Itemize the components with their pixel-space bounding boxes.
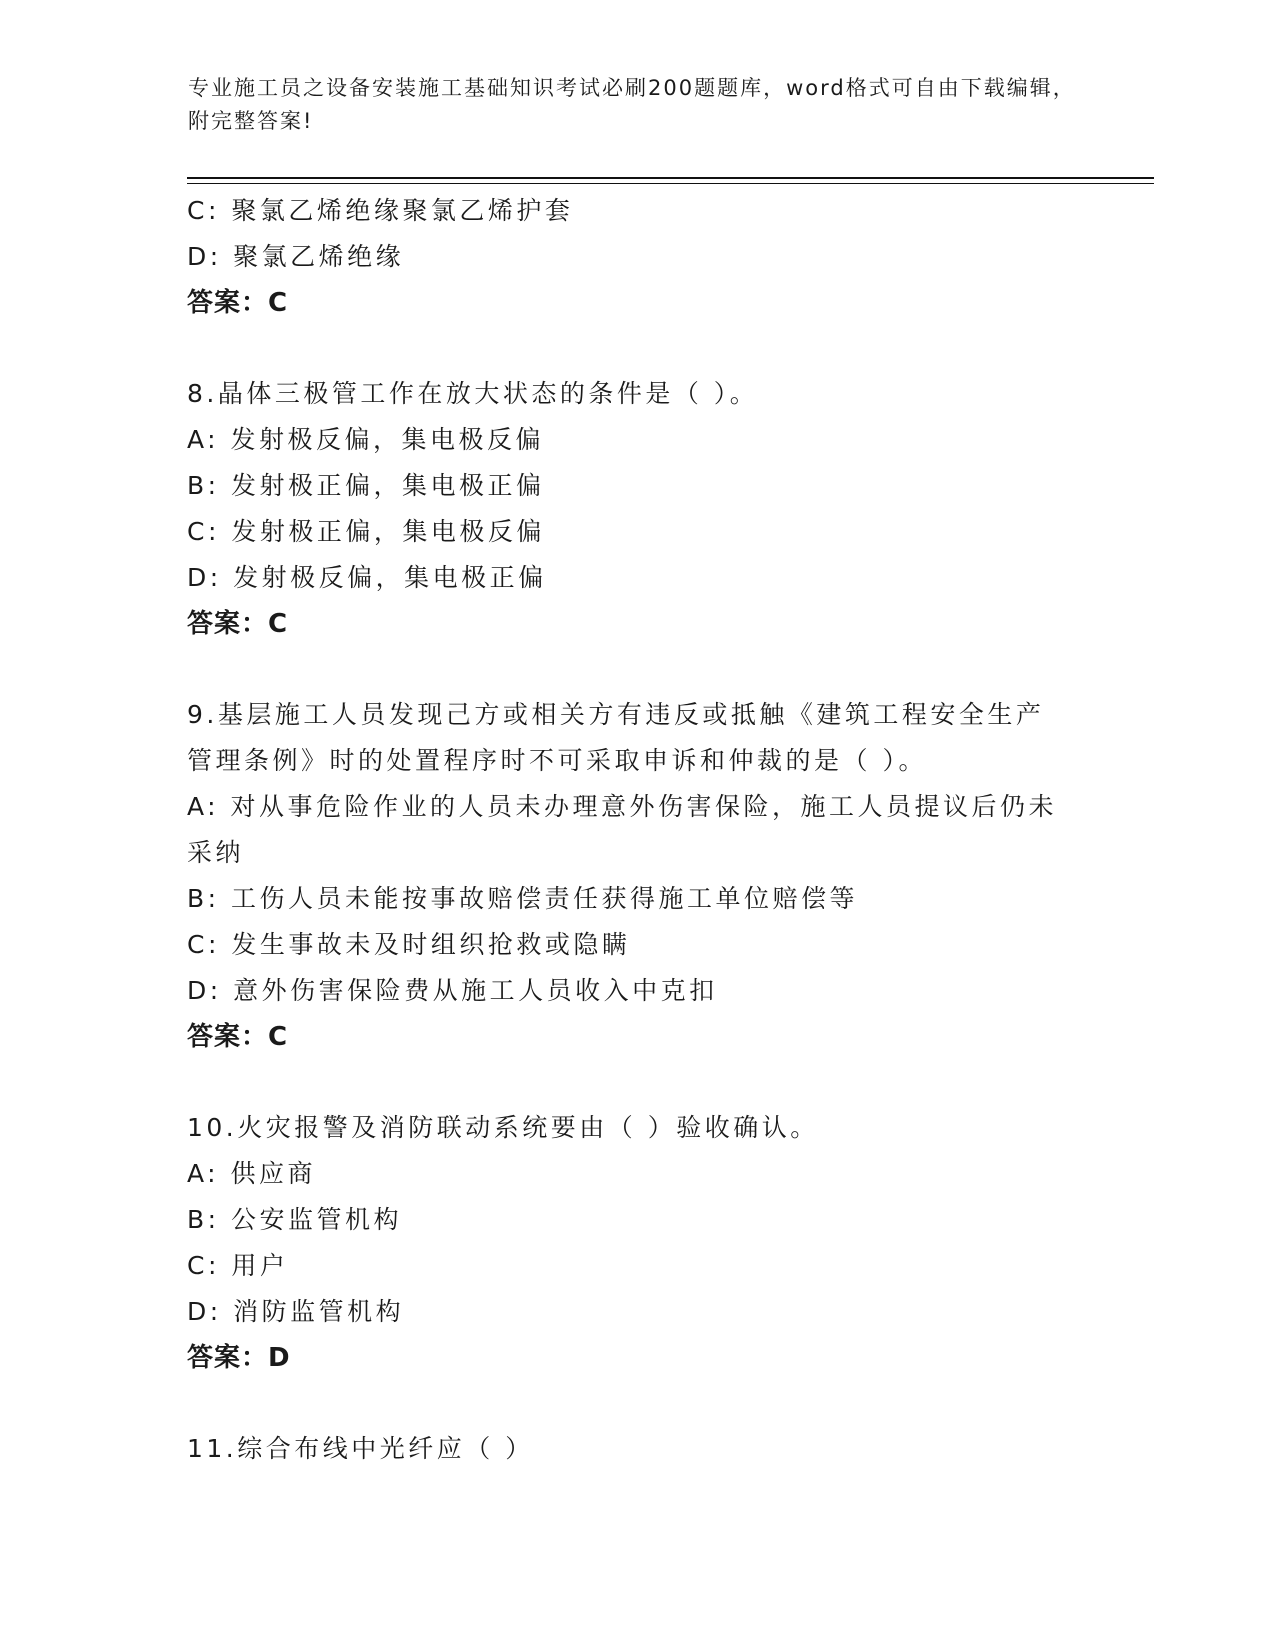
question-10 <box>187 1105 1087 1381</box>
page-header <box>188 72 1088 138</box>
question-content <box>187 188 1087 1472</box>
question-stem-line: 管理条例》时的处置程序时不可采取申诉和仲裁的是（ ）。 <box>187 746 927 775</box>
header-rule-thick <box>187 177 1154 179</box>
document-title: 专业施工员之设备安装施工基础知识考试必刷200题题库，word格式可自由下载编辑，附完整答案! <box>188 76 1076 133</box>
question-11 <box>187 1426 1087 1472</box>
question-7-tail <box>187 188 1087 326</box>
option-b: B: 发射极正偏，集电极正偏 <box>187 471 545 500</box>
option-c: C: 发射极正偏，集电极反偏 <box>187 517 545 546</box>
question-stem: 11.综合布线中光纤应（ ） <box>187 1434 534 1463</box>
question-stem: 10.火灾报警及消防联动系统要由（ ）验收确认。 <box>187 1113 819 1142</box>
option-b: B: 公安监管机构 <box>187 1205 403 1234</box>
answer: 答案：D <box>187 1343 291 1373</box>
answer: 答案：C <box>187 288 289 318</box>
option-b: B: 工伤人员未能按事故赔偿责任获得施工单位赔偿等 <box>187 884 859 913</box>
header-rule-thin <box>187 183 1154 184</box>
option-d: D: 意外伤害保险费从施工人员收入中克扣 <box>187 976 718 1005</box>
option-d: D: 发射极反偏，集电极正偏 <box>187 563 547 592</box>
option-a: A: 供应商 <box>187 1159 317 1188</box>
option-d: D: 消防监管机构 <box>187 1297 405 1326</box>
option-a: A: 发射极反偏，集电极反偏 <box>187 425 545 454</box>
answer: 答案：C <box>187 1022 289 1052</box>
question-9 <box>187 692 1087 1060</box>
question-8 <box>187 371 1087 647</box>
option-c: C: 发生事故未及时组织抢救或隐瞒 <box>187 930 631 959</box>
answer: 答案：C <box>187 609 289 639</box>
option-c: C: 用户 <box>187 1251 289 1280</box>
option-a-continuation: 采纳 <box>187 838 245 867</box>
option-c: C: 聚氯乙烯绝缘聚氯乙烯护套 <box>187 196 574 225</box>
option-d: D: 聚氯乙烯绝缘 <box>187 242 405 271</box>
question-stem: 8.晶体三极管工作在放大状态的条件是（ ）。 <box>187 379 759 408</box>
option-a: A: 对从事危险作业的人员未办理意外伤害保险，施工人员提议后仍未 <box>187 792 1058 821</box>
question-stem-line: 9.基层施工人员发现己方或相关方有违反或抵触《建筑工程安全生产 <box>187 700 1045 729</box>
